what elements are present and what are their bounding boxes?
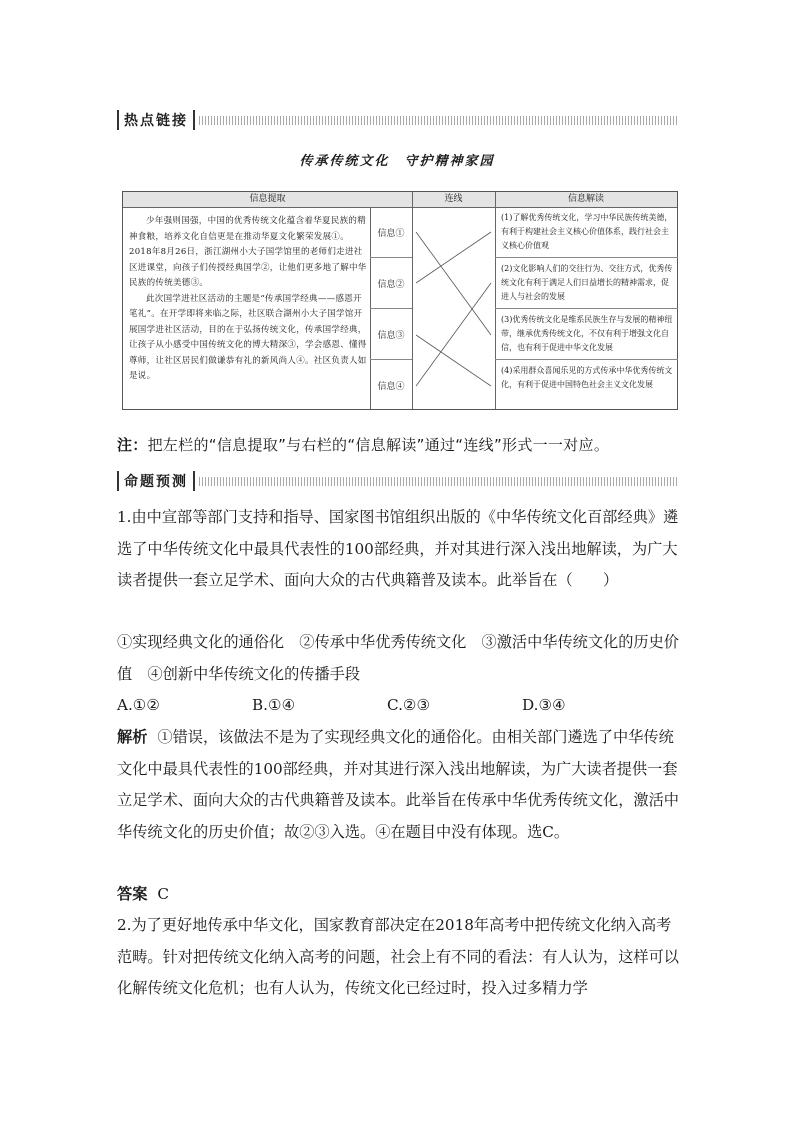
section-rule bbox=[199, 477, 679, 486]
option-c: C.②③ bbox=[387, 696, 431, 714]
section-header-prediction bbox=[117, 469, 679, 493]
analysis-text: ①错误，该做法不是为了实现经典文化的通俗化。由相关部门遴选了中华传统文化中最具代表性的100部经典，并对其进行深入浅出地解读，为广大读者提供一套立足学术、面向大众的古代典籍普及读本。此举旨在传承中华优秀传统文化，激活中华传统文化的历史价值；故②③入选。④在题目中没有体现。选C。 bbox=[117, 728, 679, 841]
info-matching-table bbox=[122, 191, 678, 410]
answer-label: 答案 bbox=[117, 885, 148, 903]
interpretation-item: (4)采用群众喜闻乐见的方式传承中华优秀传统文化，有利于促进中国特色社会主义文化发展 bbox=[501, 366, 673, 389]
interpretations bbox=[495, 207, 678, 411]
question-1-analysis bbox=[117, 722, 682, 848]
header-interp: 信息解读 bbox=[495, 192, 677, 208]
info-label: 信息③ bbox=[370, 309, 412, 360]
extract-text bbox=[129, 214, 367, 385]
interpretation-item: (1)了解优秀传统文化，学习中华民族传统美德，有利于构建社会主义核心价值体系，践行社会主义核心价值观 bbox=[495, 207, 678, 258]
analysis-label: 解析 bbox=[117, 728, 148, 746]
connect-line bbox=[416, 283, 491, 386]
header-link: 连线 bbox=[412, 192, 495, 208]
info-label: 信息④ bbox=[377, 382, 405, 392]
question-1-answer bbox=[117, 879, 682, 911]
option-a: A.①② bbox=[117, 696, 161, 714]
note-label: 注： bbox=[117, 436, 148, 454]
section-title: 热点链接 bbox=[117, 110, 195, 130]
table-note bbox=[117, 434, 609, 455]
info-label: 信息① bbox=[370, 207, 412, 258]
extract-paragraph: 此次国学进社区活动的主题是“传承国学经典——感恩开笔礼”。在开学即将来临之际，社区联合湖州小大子国学馆开展国学进社区活动，目的在于弘扬传统文化，传承国学经典，让孩子从小感受中国传统文化的博大精深③，学会感恩、懂得尊师，让社区居民们做谦恭有礼的新风尚人④。社区负责人如是说。 bbox=[129, 293, 367, 381]
question-1-statements: ①实现经典文化的通俗化 ②传承中华优秀传统文化 ③激活中华传统文化的历史价值 ④创新中华传统文化的传播手段 bbox=[117, 633, 679, 683]
option-d: D.③④ bbox=[522, 696, 566, 714]
section-title: 命题预测 bbox=[117, 471, 195, 491]
question-1-options bbox=[117, 690, 682, 722]
connect-line bbox=[416, 232, 491, 283]
extract-paragraph: 少年强则国强，中国的优秀传统文化蕴含着华夏民族的精神食粮，培养文化自信更是在推动华夏文化繁荣发展①。2018年8月26日，浙江湖州小大子国学馆里的老师们走进社区进课堂，向孩子们传授经典国学②，让他们更多地了解中华民族的传统美德③。 bbox=[129, 216, 367, 288]
document-title: 传承传统文化 守护精神家园 bbox=[299, 154, 495, 169]
info-labels bbox=[370, 207, 412, 411]
interpretation-item: (2)文化影响人们的交往行为、交往方式，优秀传统文化有利于满足人们日益增长的精神需求，促进人与社会的发展 bbox=[495, 258, 678, 309]
option-b: B.①④ bbox=[252, 696, 296, 714]
answer-value: C bbox=[157, 885, 169, 903]
question-2-stem: 2.为了更好地传承中华文化，国家教育部决定在2018年高考中把传统文化纳入高考范畴。针对把传统文化纳入高考的问题，社会上有不同的看法：有人认为，这样可以化解传统文化危机；也有人认为，传统文化已经过时，投入过多精力学 bbox=[117, 916, 679, 997]
connecting-lines bbox=[412, 207, 495, 411]
connect-line bbox=[416, 232, 491, 335]
interpretation-item: (3)优秀传统文化是维系民族生存与发展的精神纽带，继承优秀传统文化，不仅有利于增强文化自信，也有利于促进中华文化发展 bbox=[495, 309, 678, 360]
header-extract: 信息提取 bbox=[123, 192, 412, 208]
connect-line bbox=[416, 335, 491, 386]
info-label: 信息② bbox=[370, 258, 412, 309]
question-1-stem: 1.由中宣部等部门支持和指导、国家图书馆组织出版的《中华传统文化百部经典》遴选了中华传统文化中最具代表性的100部经典，并对其进行深入浅出地解读，为广大读者提供一套立足学术、面向大众的古代典籍普及读本。此举旨在（ ） bbox=[117, 508, 679, 589]
section-header-hot-links bbox=[117, 108, 679, 132]
section-rule bbox=[199, 116, 679, 125]
note-text: 把左栏的“信息提取”与右栏的“信息解读”通过“连线”形式一一对应。 bbox=[147, 436, 610, 454]
